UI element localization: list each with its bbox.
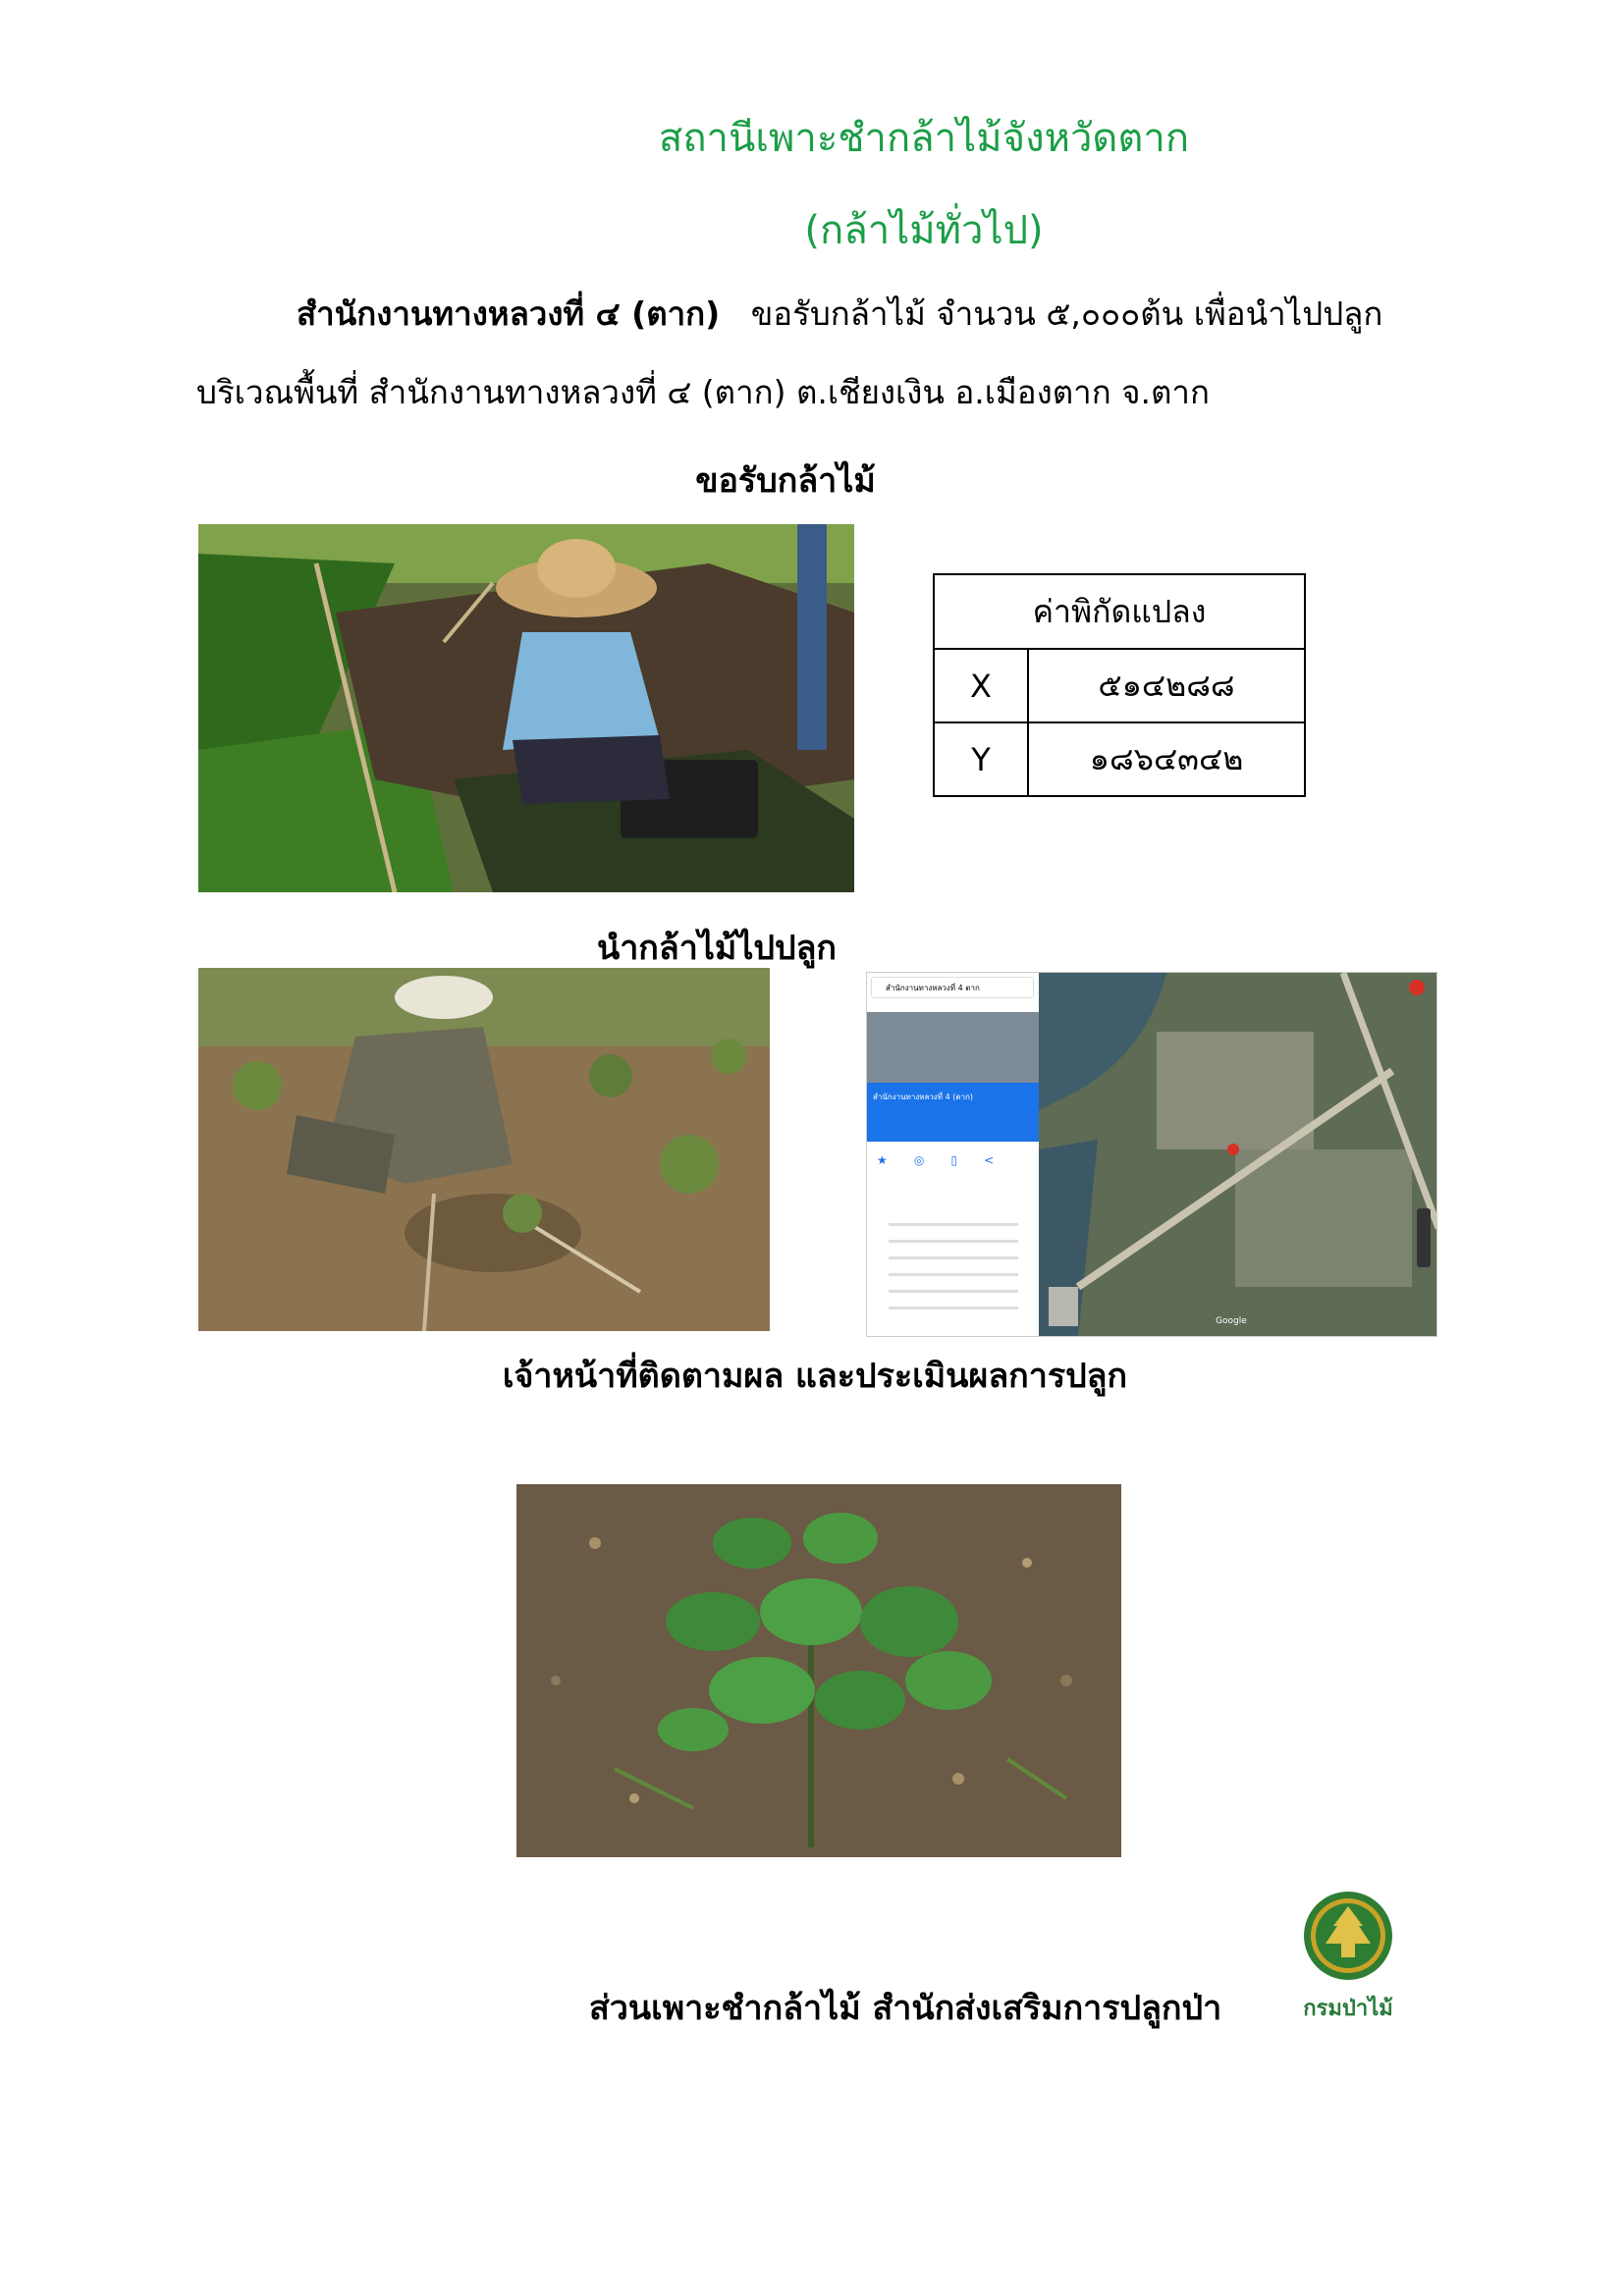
logo-label: กรมป่าไม้ [1303, 1997, 1393, 2021]
map-screenshot [866, 972, 1437, 1337]
page-subtitle: (กล้าไม้ทั่วไป) [804, 208, 1044, 253]
intro-line-1 [297, 294, 1382, 334]
save-icon[interactable]: ◎ [913, 1153, 925, 1167]
map-place-photo [867, 1012, 1039, 1083]
page-title: สถานีเพาะชำกล้าไม้จังหวัดตาก [658, 116, 1190, 161]
map-place-header [867, 1083, 1039, 1142]
nursery-photo [198, 524, 854, 892]
map-place-name: สำนักงานทางหลวงที่ 4 (ตาก) [873, 1093, 974, 1101]
share-icon[interactable]: < [984, 1153, 995, 1167]
zoom-controls[interactable] [1417, 1208, 1431, 1267]
forest-department-logo [1302, 1887, 1394, 2024]
coordinates-table [933, 573, 1306, 797]
table-row [934, 649, 1305, 722]
coordinate-value: ๑๘๖๔๓๔๒ [1028, 722, 1305, 796]
planting-heading: นำกล้าไม้ไปปลูก [596, 929, 838, 968]
receive-seedlings-heading: ขอรับกล้าไม้ [695, 461, 876, 501]
map-brand-label: Google [1216, 1316, 1247, 1326]
coordinates-table-header: ค่าพิกัดแปลง [934, 574, 1305, 649]
monitoring-heading: เจ้าหน้าที่ติดตามผล และประเมินผลการปลูก [502, 1357, 1128, 1396]
map-side-panel [867, 973, 1039, 1337]
directions-icon[interactable]: ★ [877, 1153, 888, 1167]
map-search-input[interactable]: สำนักงานทางหลวงที่ 4 ตาก [871, 977, 1034, 998]
intro-org-name: สำนักงานทางหลวงที่ ๔ (ตาก) [297, 294, 721, 333]
intro-line-2: บริเวณพื้นที่ สำนักงานทางหลวงที่ ๔ (ตาก) ต.เชียงเงิน อ.เมืองตาก จ.ตาก [196, 373, 1210, 411]
coordinate-value: ๕๑๔๒๘๘ [1028, 649, 1305, 722]
table-row [934, 722, 1305, 796]
footer-text: ส่วนเพาะชำกล้าไม้ สำนักส่งเสริมการปลูกป่า [589, 1989, 1222, 2028]
intro-request-text: ขอรับกล้าไม้ จำนวน ๕,๐๐๐ต้น เพื่อนำไปปลูก [750, 294, 1383, 333]
coordinate-axis-label: X [934, 649, 1028, 722]
satellite-map[interactable] [1039, 973, 1437, 1337]
young-plant-photo [516, 1484, 1121, 1857]
map-info-list [875, 1213, 1032, 1323]
send-icon[interactable]: ▯ [950, 1153, 958, 1167]
planting-photo [198, 968, 770, 1331]
map-action-buttons [877, 1149, 1034, 1169]
coordinate-axis-label: Y [934, 722, 1028, 796]
